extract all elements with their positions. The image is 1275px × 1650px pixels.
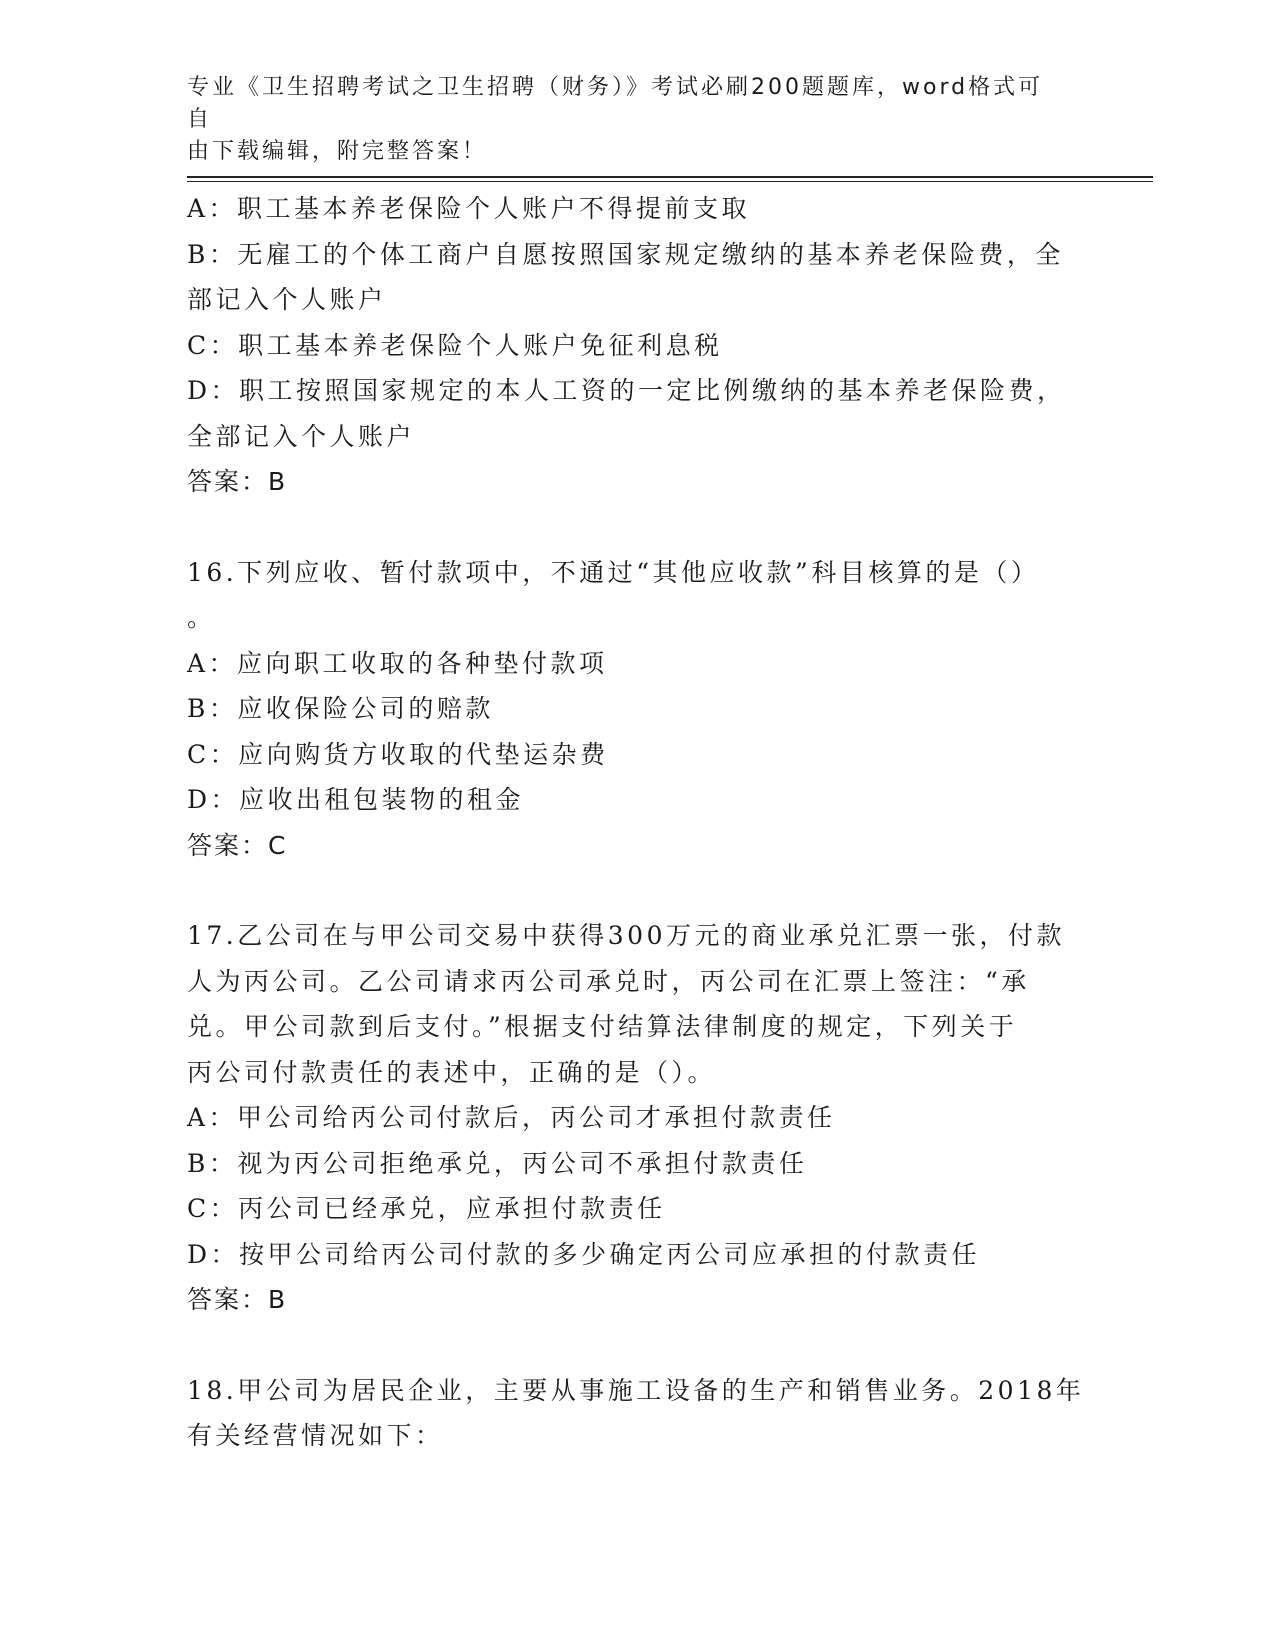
question-18-block [187, 1368, 1087, 1459]
option-d: D：职工按照国家规定的本人工资的一定比例缴纳的基本养老保险费， [187, 376, 1066, 405]
spacer [187, 868, 1087, 913]
question-stem-continued: 丙公司付款责任的表述中，正确的是（）。 [187, 1057, 717, 1087]
answer-label: 答案：C [187, 830, 288, 860]
header-line-2: 由下载编辑，附完整答案！ [187, 139, 488, 164]
option-d: D：按甲公司给丙公司付款的多少确定丙公司应承担的付款责任 [187, 1239, 981, 1269]
question-stem-continued: 兑。甲公司款到后支付。”根据支付结算法律制度的规定，下列关于 [187, 1012, 1018, 1041]
document-header [187, 72, 1067, 168]
option-c: C：丙公司已经承兑，应承担付款责任 [187, 1194, 666, 1223]
option-a: A：甲公司给丙公司付款后，丙公司才承担付款责任 [187, 1103, 836, 1132]
question-stem-continued: 有关经营情况如下： [187, 1421, 444, 1450]
document-body [187, 186, 1087, 1459]
question-16-block [187, 550, 1087, 869]
option-b: B：视为丙公司拒绝承兑，丙公司不承担付款责任 [187, 1148, 808, 1178]
option-b-continued: 部记入个人账户 [187, 285, 387, 314]
question-stem-continued: 人为丙公司。乙公司请求丙公司承兑时，丙公司在汇票上签注：“承 [187, 966, 1030, 996]
question-stem: 18.甲公司为居民企业，主要从事施工设备的生产和销售业务。2018年 [187, 1375, 1085, 1405]
spacer [187, 1323, 1087, 1368]
question-stem-continued: 。 [187, 603, 216, 632]
header-divider-thick [187, 176, 1153, 178]
header-divider-thin [187, 181, 1153, 182]
option-c: C：职工基本养老保险个人账户免征利息税 [187, 330, 723, 360]
option-a: A：应向职工收取的各种垫付款项 [187, 648, 608, 678]
header-line-1: 专业《卫生招聘考试之卫生招聘（财务）》考试必刷200题题库，word格式可自 [187, 75, 1044, 132]
answer-label: 答案：B [187, 1285, 288, 1314]
option-b: B：无雇工的个体工商户自愿按照国家规定缴纳的基本养老保险费，全 [187, 239, 1064, 269]
option-c: C：应向购货方收取的代垫运杂费 [187, 739, 609, 769]
question-17-block [187, 913, 1087, 1323]
option-b: B：应收保险公司的赔款 [187, 694, 494, 723]
question-stem: 17.乙公司在与甲公司交易中获得300万元的商业承兑汇票一张，付款 [187, 921, 1065, 950]
question-15-block [187, 186, 1087, 505]
option-d-continued: 全部记入个人账户 [187, 421, 416, 451]
option-d: D：应收出租包装物的租金 [187, 785, 525, 814]
answer-label: 答案：B [187, 467, 288, 496]
option-a: A：职工基本养老保险个人账户不得提前支取 [187, 194, 751, 223]
spacer [187, 505, 1087, 550]
question-stem: 16.下列应收、暂付款项中，不通过“其他应收款”科目核算的是（） [187, 557, 1040, 587]
